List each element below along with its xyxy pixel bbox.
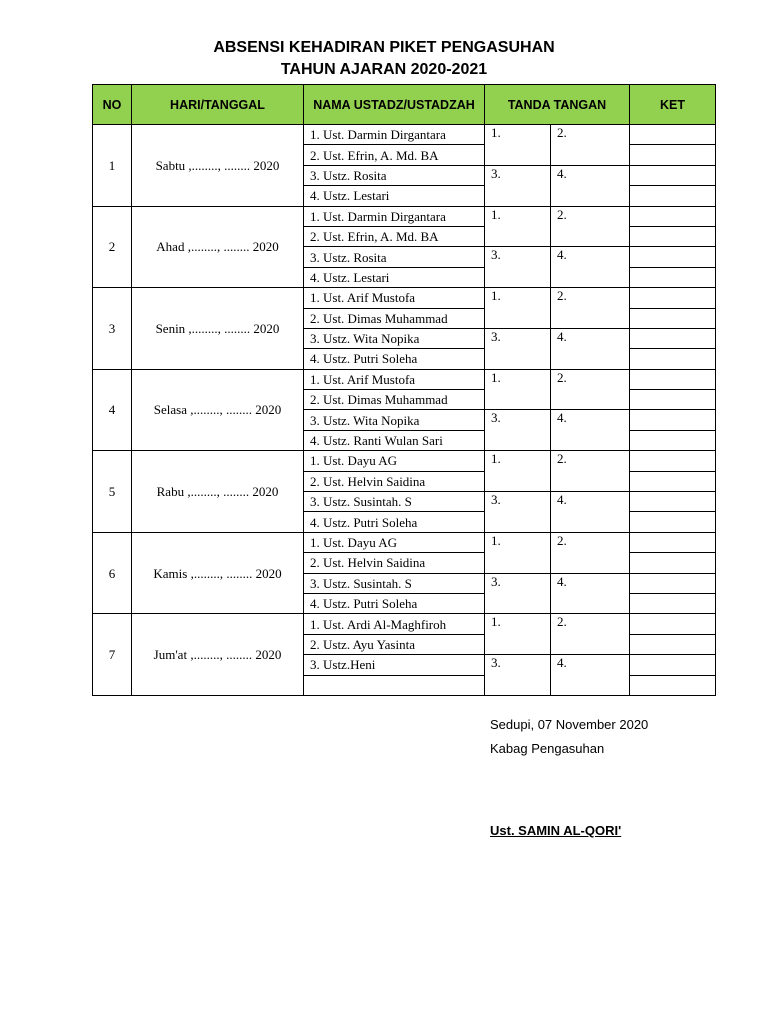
staff-name: 4. Ustz. Putri Soleha xyxy=(304,349,485,369)
row-number: 2 xyxy=(93,206,132,288)
signature-slot[interactable]: 4. xyxy=(551,492,630,533)
staff-name: 1. Ust. Dayu AG xyxy=(304,451,485,471)
ket-cell[interactable] xyxy=(630,226,716,246)
table-row xyxy=(93,614,716,634)
signature-slot[interactable]: 3. xyxy=(485,165,551,206)
table-row xyxy=(93,451,716,471)
header-ket: KET xyxy=(630,85,716,125)
ket-cell[interactable] xyxy=(630,125,716,145)
row-day-date: Jum'at ,........, ........ 2020 xyxy=(132,614,304,696)
staff-name: 1. Ust. Arif Mustofa xyxy=(304,288,485,308)
ket-cell[interactable] xyxy=(630,328,716,348)
staff-name: 1. Ust. Ardi Al-Maghfiroh xyxy=(304,614,485,634)
staff-name: 2. Ust. Efrin, A. Md. BA xyxy=(304,145,485,165)
ket-cell[interactable] xyxy=(630,655,716,675)
table-row xyxy=(93,288,716,308)
signature-slot[interactable]: 4. xyxy=(551,165,630,206)
row-day-date: Sabtu ,........, ........ 2020 xyxy=(132,125,304,207)
row-number: 6 xyxy=(93,532,132,614)
table-row xyxy=(93,206,716,226)
staff-name: 1. Ust. Dayu AG xyxy=(304,532,485,552)
ket-cell[interactable] xyxy=(630,247,716,267)
header-hari-tanggal: HARI/TANGGAL xyxy=(132,85,304,125)
table-row xyxy=(93,125,716,145)
ket-cell[interactable] xyxy=(630,288,716,308)
staff-name xyxy=(304,675,485,695)
ket-cell[interactable] xyxy=(630,430,716,450)
staff-name: 3. Ustz.Heni xyxy=(304,655,485,675)
signature-slot[interactable]: 3. xyxy=(485,410,551,451)
row-number: 5 xyxy=(93,451,132,533)
signature-slot[interactable]: 1. xyxy=(485,369,551,410)
signature-slot[interactable]: 1. xyxy=(485,288,551,329)
row-number: 7 xyxy=(93,614,132,696)
signature-slot[interactable]: 2. xyxy=(551,614,630,655)
row-number: 3 xyxy=(93,288,132,370)
staff-name: 1. Ust. Darmin Dirgantara xyxy=(304,206,485,226)
staff-name: 3. Ustz. Wita Nopika xyxy=(304,328,485,348)
table-header-row xyxy=(93,85,716,125)
staff-name: 4. Ustz. Lestari xyxy=(304,267,485,287)
row-number: 1 xyxy=(93,125,132,207)
ket-cell[interactable] xyxy=(630,573,716,593)
ket-cell[interactable] xyxy=(630,165,716,185)
signature-slot[interactable]: 4. xyxy=(551,328,630,369)
ket-cell[interactable] xyxy=(630,675,716,695)
ket-cell[interactable] xyxy=(630,369,716,389)
ket-cell[interactable] xyxy=(630,512,716,532)
signature-slot[interactable]: 4. xyxy=(551,573,630,614)
header-tanda-tangan: TANDA TANGAN xyxy=(485,85,630,125)
staff-name: 1. Ust. Darmin Dirgantara xyxy=(304,125,485,145)
staff-name: 3. Ustz. Susintah. S xyxy=(304,492,485,512)
staff-name: 2. Ust. Helvin Saidina xyxy=(304,553,485,573)
staff-name: 2. Ustz. Ayu Yasinta xyxy=(304,634,485,654)
row-day-date: Senin ,........, ........ 2020 xyxy=(132,288,304,370)
row-day-date: Kamis ,........, ........ 2020 xyxy=(132,532,304,614)
signature-place-date: Sedupi, 07 November 2020 xyxy=(490,717,649,732)
ket-cell[interactable] xyxy=(630,206,716,226)
ket-cell[interactable] xyxy=(630,186,716,206)
signature-position: Kabag Pengasuhan xyxy=(490,741,605,756)
table-row xyxy=(93,532,716,552)
staff-name: 2. Ust. Efrin, A. Md. BA xyxy=(304,226,485,246)
signature-slot[interactable]: 2. xyxy=(551,125,630,166)
document-title: ABSENSI KEHADIRAN PIKET PENGASUHAN xyxy=(213,39,555,56)
signature-slot[interactable]: 3. xyxy=(485,655,551,696)
ket-cell[interactable] xyxy=(630,492,716,512)
ket-cell[interactable] xyxy=(630,614,716,634)
ket-cell[interactable] xyxy=(630,451,716,471)
signature-slot[interactable]: 3. xyxy=(485,573,551,614)
signature-slot[interactable]: 2. xyxy=(551,369,630,410)
ket-cell[interactable] xyxy=(630,145,716,165)
staff-name: 4. Ustz. Putri Soleha xyxy=(304,512,485,532)
staff-name: 4. Ustz. Ranti Wulan Sari xyxy=(304,430,485,450)
table-body xyxy=(93,125,716,696)
ket-cell[interactable] xyxy=(630,634,716,654)
staff-name: 4. Ustz. Lestari xyxy=(304,186,485,206)
ket-cell[interactable] xyxy=(630,390,716,410)
staff-name: 2. Ust. Dimas Muhammad xyxy=(304,308,485,328)
signature-slot[interactable]: 2. xyxy=(551,206,630,247)
staff-name: 3. Ustz. Susintah. S xyxy=(304,573,485,593)
ket-cell[interactable] xyxy=(630,267,716,287)
row-day-date: Selasa ,........, ........ 2020 xyxy=(132,369,304,451)
ket-cell[interactable] xyxy=(630,471,716,491)
ket-cell[interactable] xyxy=(630,349,716,369)
ket-cell[interactable] xyxy=(630,553,716,573)
ket-cell[interactable] xyxy=(630,410,716,430)
signature-slot[interactable]: 2. xyxy=(551,451,630,492)
signature-slot[interactable]: 4. xyxy=(551,247,630,288)
row-number: 4 xyxy=(93,369,132,451)
row-day-date: Rabu ,........, ........ 2020 xyxy=(132,451,304,533)
signature-slot[interactable]: 3. xyxy=(485,328,551,369)
staff-name: 3. Ustz. Rosita xyxy=(304,165,485,185)
signature-slot[interactable]: 3. xyxy=(485,247,551,288)
signature-slot[interactable]: 4. xyxy=(551,655,630,696)
staff-name: 4. Ustz. Putri Soleha xyxy=(304,593,485,613)
header-no: NO xyxy=(93,85,132,125)
header-nama: NAMA USTADZ/USTADZAH xyxy=(304,85,485,125)
signature-name: Ust. SAMIN AL-QORI' xyxy=(490,823,622,838)
ket-cell[interactable] xyxy=(630,532,716,552)
staff-name: 2. Ust. Dimas Muhammad xyxy=(304,390,485,410)
signature-slot[interactable]: 3. xyxy=(485,492,551,533)
signature-slot[interactable]: 1. xyxy=(485,532,551,573)
table-row xyxy=(93,369,716,389)
signature-slot[interactable]: 1. xyxy=(485,614,551,655)
staff-name: 3. Ustz. Wita Nopika xyxy=(304,410,485,430)
signature-slot[interactable]: 4. xyxy=(551,410,630,451)
staff-name: 3. Ustz. Rosita xyxy=(304,247,485,267)
signature-slot[interactable]: 1. xyxy=(485,206,551,247)
signature-slot[interactable]: 1. xyxy=(485,125,551,166)
signature-slot[interactable]: 2. xyxy=(551,288,630,329)
ket-cell[interactable] xyxy=(630,593,716,613)
staff-name: 1. Ust. Arif Mustofa xyxy=(304,369,485,389)
signature-slot[interactable]: 1. xyxy=(485,451,551,492)
document-subtitle: TAHUN AJARAN 2020-2021 xyxy=(280,61,488,78)
ket-cell[interactable] xyxy=(630,308,716,328)
signature-slot[interactable]: 2. xyxy=(551,532,630,573)
staff-name: 2. Ust. Helvin Saidina xyxy=(304,471,485,491)
row-day-date: Ahad ,........, ........ 2020 xyxy=(132,206,304,288)
attendance-table xyxy=(92,84,716,696)
